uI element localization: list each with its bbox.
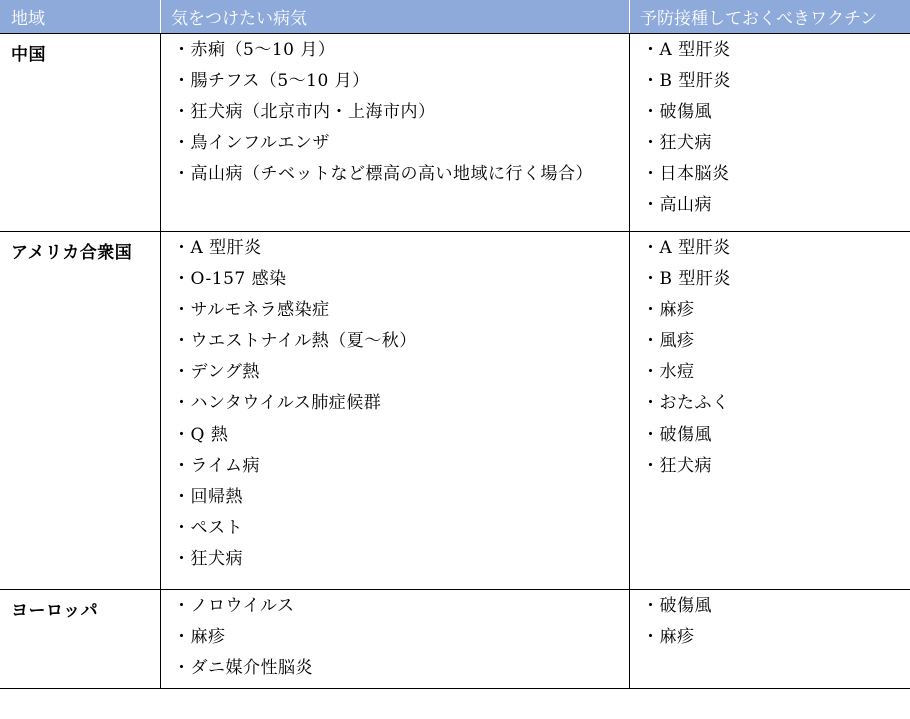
diseases-cell (161, 33, 630, 231)
disease-item: ・ Q 熱 (161, 422, 629, 453)
vaccine-item: ・ 破傷風 (630, 422, 910, 453)
vaccine-item: ・ 麻疹 (630, 297, 910, 328)
disease-item: ・ ノロウイルス (161, 593, 629, 624)
vaccine-item: ・ 狂犬病 (630, 130, 910, 161)
disease-item: ・ ライム病 (161, 453, 629, 484)
disease-item: ・ 回帰熱 (161, 484, 629, 515)
vaccine-item: ・ 狂犬病 (630, 453, 910, 484)
disease-item: ・ 腸チフス（5～10 月） (161, 68, 629, 99)
vaccine-item: ・ A 型肝炎 (630, 37, 910, 68)
header-region: 地域 (1, 0, 161, 33)
disease-item: ・ ダニ媒介性脳炎 (161, 655, 629, 686)
vaccine-item: ・ 水痘 (630, 359, 910, 390)
table-row (1, 231, 910, 589)
vaccines-cell (630, 33, 910, 231)
disease-item: ・ 麻疹 (161, 624, 629, 655)
header-diseases: 気をつけたい病気 (161, 0, 630, 33)
disease-item: ・ 狂犬病 (161, 546, 629, 577)
header-row (1, 0, 910, 33)
table-row (1, 589, 910, 688)
vaccines-cell (630, 589, 910, 688)
header-vaccines: 予防接種しておくべきワクチン (630, 0, 910, 33)
disease-item: ・ ペスト (161, 515, 629, 546)
vaccine-item: ・ B 型肝炎 (630, 68, 910, 99)
disease-item: ・ 狂犬病（北京市内・上海市内） (161, 99, 629, 130)
disease-item: ・ ウエストナイル熱（夏～秋） (161, 328, 629, 359)
diseases-cell (161, 231, 630, 589)
region-cell: 中国 (1, 33, 161, 231)
vaccine-item: ・ 麻疹 (630, 624, 910, 655)
vaccine-item: ・ A 型肝炎 (630, 235, 910, 266)
disease-item: ・ A 型肝炎 (161, 235, 629, 266)
region-cell: アメリカ合衆国 (1, 231, 161, 589)
disease-item: ・ 高山病（チベットなど標高の高い地域に行く場合） (161, 161, 629, 192)
disease-item: ・ 赤痢（5～10 月） (161, 37, 629, 68)
vaccines-cell (630, 231, 910, 589)
vaccine-item: ・ 破傷風 (630, 99, 910, 130)
disease-item: ・ ハンタウイルス肺症候群 (161, 390, 629, 421)
vaccine-item: ・ 日本脳炎 (630, 161, 910, 192)
vaccine-item: ・ B 型肝炎 (630, 266, 910, 297)
vaccine-item: ・ 風疹 (630, 328, 910, 359)
disease-item: ・ デング熱 (161, 359, 629, 390)
vaccine-item: ・ 破傷風 (630, 593, 910, 624)
vaccine-item: ・ おたふく (630, 390, 910, 421)
vaccine-item: ・ 高山病 (630, 192, 910, 223)
disease-item: ・ O-157 感染 (161, 266, 629, 297)
table-row (1, 33, 910, 231)
region-cell: ヨーロッパ (1, 589, 161, 688)
diseases-cell (161, 589, 630, 688)
disease-item: ・ 鳥インフルエンザ (161, 130, 629, 161)
disease-item: ・ サルモネラ感染症 (161, 297, 629, 328)
